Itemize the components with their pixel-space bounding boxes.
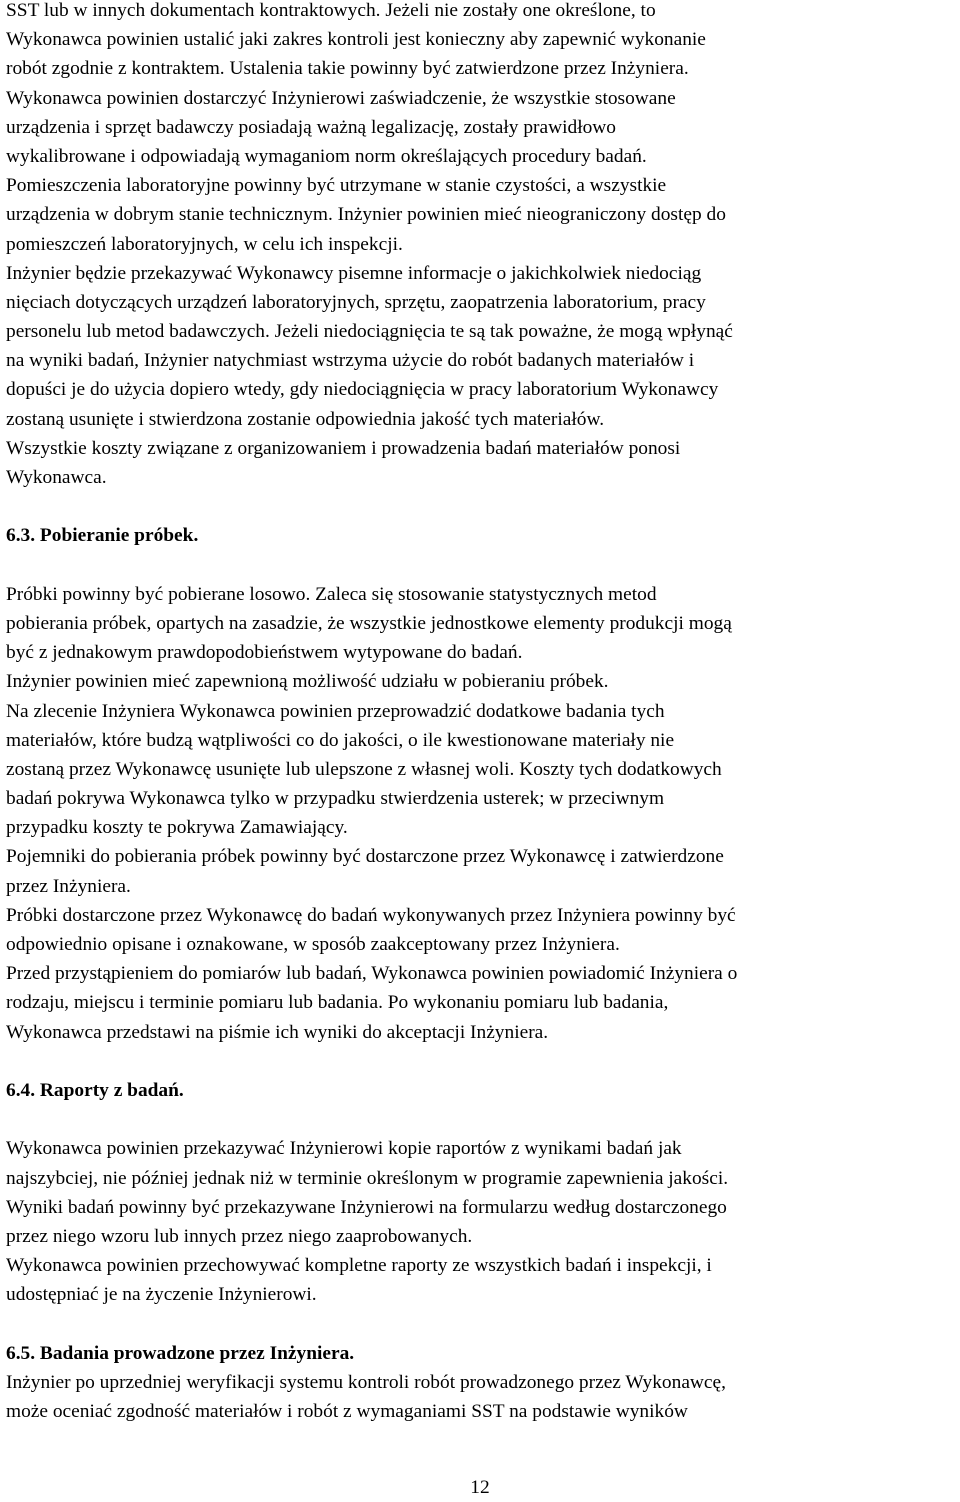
paragraph-gap <box>6 1309 956 1338</box>
text-line: odpowiednio opisane i oznakowane, w sposób zaakceptowany przez Inżyniera. <box>6 934 620 955</box>
text-line: materiałów, które budzą wątpliwości co do jakości, o ile kwestionowane materiały nie <box>6 729 675 751</box>
text-line: najszybciej, nie później jednak niż w terminie określonym w programie zapewnienia jakości. <box>6 1167 729 1189</box>
text-line: zostaną usunięte i stwierdzona zostanie odpowiednia jakość tych materiałów. <box>6 408 605 430</box>
text-line: badań pokrywa Wykonawca tylko w przypadku stwierdzenia usterek; w przeciwnym <box>6 788 665 810</box>
text-line: pomieszczeń laboratoryjnych, w celu ich inspekcji. <box>6 233 403 255</box>
text-line: SST lub w innych dokumentach kontraktowych. Jeżeli nie zostały one określone, to <box>6 0 656 21</box>
text-line: Pomieszczenia laboratoryjne powinny być utrzymane w stanie czystości, a wszystkie <box>6 175 667 197</box>
section-6-5 <box>6 1339 956 1427</box>
text-line: Na zlecenie Inżyniera Wykonawca powinien przeprowadzić dodatkowe badania tych <box>6 700 665 722</box>
section-heading: 6.3. Pobieranie próbek. <box>6 525 199 547</box>
paragraph-gap <box>6 1047 956 1076</box>
text-line: Wykonawca powinien dostarczyć Inżynierowi zaświadczenie, że wszystkie stosowane <box>6 87 676 109</box>
text-line: na wyniki badań, Inżynier natychmiast wstrzyma użycie do robót badanych materiałów i <box>6 350 695 372</box>
text-line: Wszystkie koszty związane z organizowaniem i prowadzenia badań materiałów ponosi <box>6 437 681 459</box>
paragraph-gap <box>6 492 956 521</box>
text-line: rodzaju, miejscu i terminie pomiaru lub badania. Po wykonaniu pomiaru lub badania, <box>6 992 669 1014</box>
text-line: może oceniać zgodność materiałów i robót z wymaganiami SST na podstawie wyników <box>6 1401 688 1422</box>
text-line: Wyniki badań powinny być przekazywane Inżynierowi na formularzu według dostarczonego <box>6 1196 727 1218</box>
text-line: Inżynier będzie przekazywać Wykonawcy pisemne informacje o jakichkolwiek niedociąg <box>6 262 702 284</box>
text-line: urządzenia i sprzęt badawczy posiadają ważną legalizację, zostały prawidłowo <box>6 116 616 138</box>
section-heading: 6.5. Badania prowadzone przez Inżyniera. <box>6 1342 355 1364</box>
text-line: wykalibrowane i odpowiadają wymaganiom norm określających procedury badań. <box>6 145 647 167</box>
section-6-4 <box>6 1076 956 1310</box>
text-line: robót zgodnie z kontraktem. Ustalenia takie powinny być zatwierdzone przez Inżyniera. <box>6 58 689 80</box>
text-line: urządzenia w dobrym stanie technicznym. Inżynier powinien mieć nieograniczony dostęp do <box>6 204 726 226</box>
text-line: udostępniać je na życzenie Inżynierowi. <box>6 1284 317 1306</box>
text-line: przypadku koszty te pokrywa Zamawiający. <box>6 817 348 839</box>
paragraph-gap <box>6 1105 956 1134</box>
text-line: Wykonawca powinien przekazywać Inżynierowi kopie raportów z wynikami badań jak <box>6 1138 682 1160</box>
text-line: personelu lub metod badawczych. Jeżeli niedociągnięcia te są tak poważne, że mogą wpłynąć <box>6 321 733 343</box>
text-line: Przed przystąpieniem do pomiarów lub badań, Wykonawca powinien powiadomić Inżyniera o <box>6 963 738 985</box>
section-heading: 6.4. Raporty z badań. <box>6 1079 184 1101</box>
text-line: nięciach dotyczących urządzeń laboratoryjnych, sprzętu, zaopatrzenia laboratorium, pracy <box>6 291 706 313</box>
text-line: zostaną przez Wykonawcę usunięte lub ulepszone z własnej woli. Koszty tych dodatkowych <box>6 758 722 780</box>
text-line: Próbki powinny być pobierane losowo. Zaleca się stosowanie statystycznych metod <box>6 583 657 605</box>
document-page <box>6 0 956 1426</box>
text-line: Wykonawca przedstawi na piśmie ich wyniki do akceptacji Inżyniera. <box>6 1021 549 1043</box>
intro-paragraphs <box>6 0 956 492</box>
paragraph-gap <box>6 551 956 580</box>
page-number: 12 <box>470 1477 490 1498</box>
text-line: Inżynier po uprzedniej weryfikacji systemu kontroli robót prowadzonego przez Wykonawcę, <box>6 1371 726 1393</box>
section-6-3 <box>6 521 956 1046</box>
text-line: Wykonawca powinien ustalić jaki zakres kontroli jest konieczny aby zapewnić wykonanie <box>6 29 706 51</box>
text-line: dopuści je do użycia dopiero wtedy, gdy niedociągnięcia w pracy laboratorium Wykonawcy <box>6 379 719 401</box>
text-line: Wykonawca. <box>6 467 107 488</box>
text-line: przez Inżyniera. <box>6 875 131 897</box>
text-line: Próbki dostarczone przez Wykonawcę do badań wykonywanych przez Inżyniera powinny być <box>6 904 736 926</box>
text-line: pobierania próbek, opartych na zasadzie, że wszystkie jednostkowe elementy produkcji mogą <box>6 612 732 634</box>
text-line: Pojemniki do pobierania próbek powinny być dostarczone przez Wykonawcę i zatwierdzone <box>6 846 724 868</box>
text-line: Wykonawca powinien przechowywać kompletne raporty ze wszystkich badań i inspekcji, i <box>6 1255 712 1277</box>
text-line: przez niego wzoru lub innych przez niego zaaprobowanych. <box>6 1225 473 1247</box>
text-line: Inżynier powinien mieć zapewnioną możliwość udziału w pobieraniu próbek. <box>6 671 609 693</box>
text-line: być z jednakowym prawdopodobieństwem wytypowane do badań. <box>6 642 523 664</box>
